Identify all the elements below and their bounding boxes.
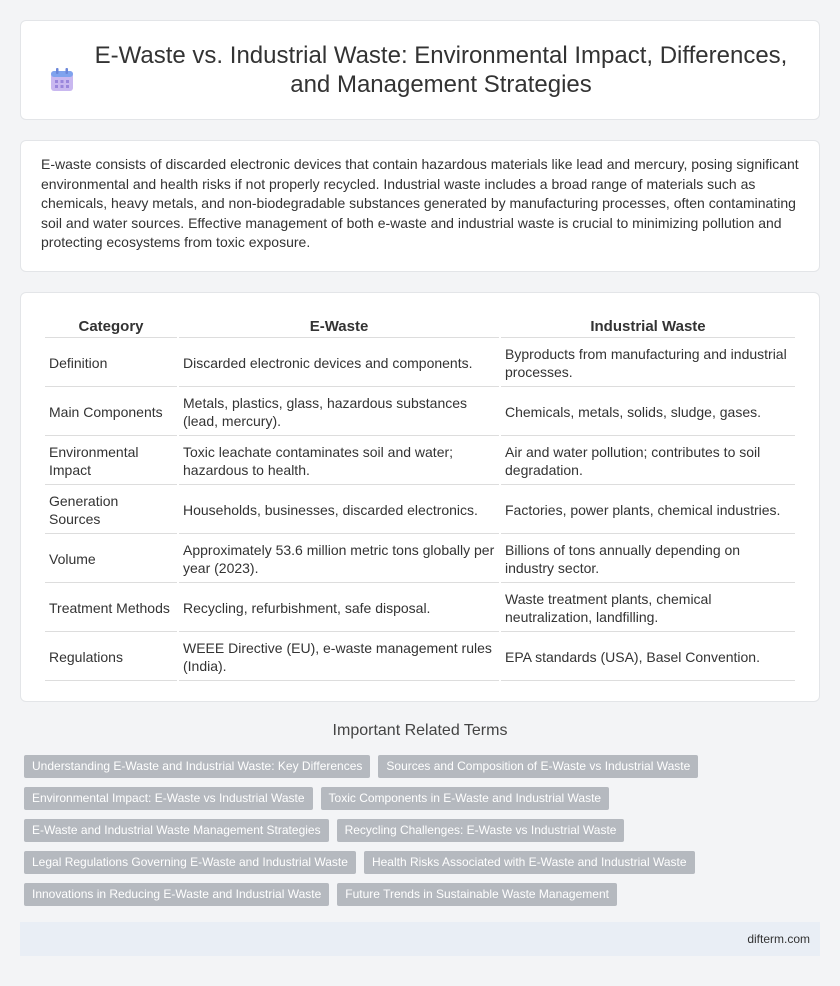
table-row	[45, 340, 795, 387]
site-name[interactable]: difterm.com	[747, 932, 810, 946]
related-terms-heading: Important Related Terms	[332, 722, 508, 739]
related-term-link[interactable]: Legal Regulations Governing E-Waste and Industrial Waste	[24, 851, 356, 874]
row-e-waste: WEEE Directive (EU), e-waste management rules (India).	[179, 634, 499, 681]
related-term-link[interactable]: Health Risks Associated with E-Waste and Industrial Waste	[364, 851, 695, 874]
intro-card	[20, 140, 820, 272]
related-term-link[interactable]: Understanding E-Waste and Industrial Waste: Key Differences	[24, 755, 370, 778]
related-term-link[interactable]: Future Trends in Sustainable Waste Management	[337, 883, 617, 906]
table-header-row	[45, 315, 795, 338]
table-row	[45, 487, 795, 534]
table-row	[45, 585, 795, 632]
header-e-waste: E-Waste	[179, 315, 499, 338]
comparison-card	[20, 292, 820, 702]
row-industrial-waste: Byproducts from manufacturing and industrial processes.	[501, 340, 795, 387]
row-industrial-waste: Factories, power plants, chemical industries.	[501, 487, 795, 534]
related-term-link[interactable]: Recycling Challenges: E-Waste vs Industrial Waste	[337, 819, 625, 842]
row-category: Generation Sources	[45, 487, 177, 534]
intro-paragraph: E-waste consists of discarded electronic devices that contain hazardous materials like lead and mercury, posing significant environmental and health risks if not properly recycled. Industrial waste includes a broad range of materials such as chemicals, heavy metals, and non-biodegradable substances generated by manufacturing processes, often contaminating soil and water sources. Effective management of both e-waste and industrial waste is crucial to minimizing pollution and protecting ecosystems from toxic exposure.	[41, 156, 799, 251]
row-e-waste: Discarded electronic devices and components.	[179, 340, 499, 387]
header-card	[20, 20, 820, 120]
row-category: Regulations	[45, 634, 177, 681]
comparison-table	[43, 313, 797, 683]
row-e-waste: Recycling, refurbishment, safe disposal.	[179, 585, 499, 632]
page-title: E-Waste vs. Industrial Waste: Environmental Impact, Differences, and Management Strategies	[94, 42, 788, 98]
header-category: Category	[45, 315, 177, 338]
table-row	[45, 389, 795, 436]
related-term-link[interactable]: Environmental Impact: E-Waste vs Industrial Waste	[24, 787, 313, 810]
row-e-waste: Metals, plastics, glass, hazardous substances (lead, mercury).	[179, 389, 499, 436]
row-industrial-waste: Chemicals, metals, solids, sludge, gases.	[501, 389, 795, 436]
header-industrial-waste: Industrial Waste	[501, 315, 795, 338]
row-industrial-waste: Waste treatment plants, chemical neutralization, landfilling.	[501, 585, 795, 632]
footer	[20, 922, 820, 956]
row-industrial-waste: Billions of tons annually depending on industry sector.	[501, 536, 795, 583]
row-e-waste: Toxic leachate contaminates soil and water; hazardous to health.	[179, 438, 499, 485]
table-row	[45, 438, 795, 485]
related-term-link[interactable]: Innovations in Reducing E-Waste and Industrial Waste	[24, 883, 329, 906]
row-category: Definition	[45, 340, 177, 387]
row-category: Environmental Impact	[45, 438, 177, 485]
row-category: Treatment Methods	[45, 585, 177, 632]
row-e-waste: Households, businesses, discarded electronics.	[179, 487, 499, 534]
table-row	[45, 634, 795, 681]
related-term-link[interactable]: Toxic Components in E-Waste and Industrial Waste	[321, 787, 610, 810]
row-category: Volume	[45, 536, 177, 583]
calendar-icon	[49, 67, 75, 93]
row-industrial-waste: Air and water pollution; contributes to soil degradation.	[501, 438, 795, 485]
row-e-waste: Approximately 53.6 million metric tons globally per year (2023).	[179, 536, 499, 583]
row-category: Main Components	[45, 389, 177, 436]
row-industrial-waste: EPA standards (USA), Basel Convention.	[501, 634, 795, 681]
related-terms-list	[24, 755, 724, 906]
related-term-link[interactable]: E-Waste and Industrial Waste Management Strategies	[24, 819, 329, 842]
related-term-link[interactable]: Sources and Composition of E-Waste vs Industrial Waste	[378, 755, 698, 778]
table-row	[45, 536, 795, 583]
